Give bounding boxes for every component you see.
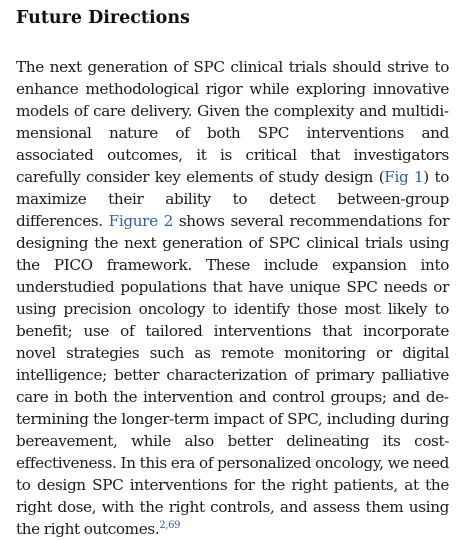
body-paragraph — [16, 56, 449, 540]
section-heading: Future Directions — [16, 8, 190, 28]
paragraph-text-1: The next generation of SPC clinical trials should strive to enhance methodological rigor while exploring innovative models of care delivery. Given the complexity and multidimensional nature of both SPC interventions and associated outcomes, it is critical that investigators carefully consider key elements of study design ( — [16, 58, 449, 186]
paragraph-text-3: shows several recommendations for designing the next generation of SPC clinical trials using the PICO framework. These include expansion into understudied populations that have unique SPC needs or using precision oncology to identify those most likely to benefit; use of tailored interventions that incorporate novel strategies such as remote monitoring or digital intelligence; better characterization of primary palliative care in both the intervention and control groups; and determining the longer-term impact of SPC, including during bereavement, while also better delineating its cost-effectiveness. In this era of personalized oncology, we need to design SPC interventions for the right patients, at the right dose, with the right controls, and assess them using the right outcomes. — [16, 212, 449, 538]
fig1-link[interactable]: Fig 1 — [384, 168, 424, 186]
figure2-link[interactable]: Figure 2 — [108, 212, 173, 230]
paragraph-text-2: ) to maximize their ability to detect between-group differences. — [16, 168, 449, 230]
article-section — [16, 6, 449, 540]
citation-superscript[interactable]: 2,69 — [159, 520, 181, 531]
